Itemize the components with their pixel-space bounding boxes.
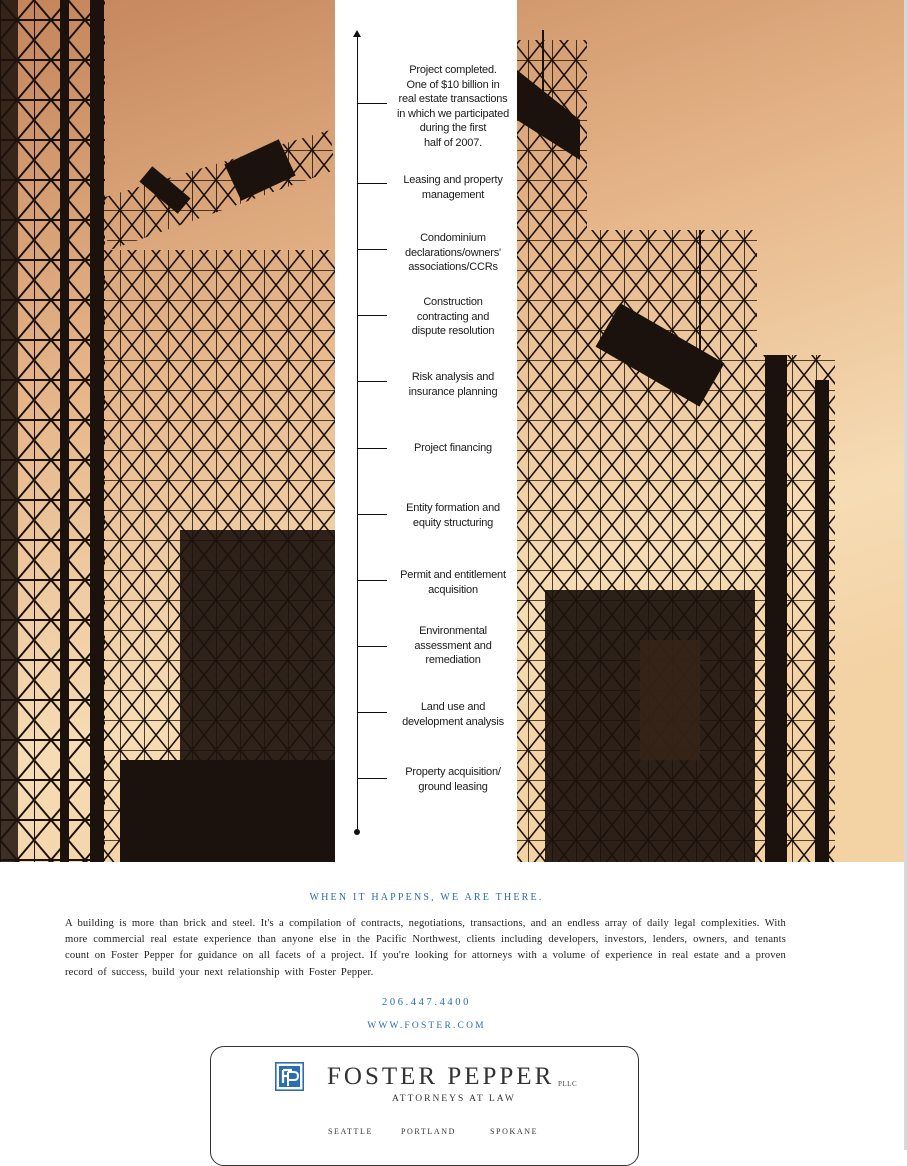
milestone-tick: [357, 183, 387, 184]
milestone-tick: [357, 381, 387, 382]
milestone-tick: [357, 448, 387, 449]
milestone-label: Construction contracting and dispute resolution: [411, 296, 495, 337]
firm-suffix: PLLC: [558, 1080, 578, 1088]
milestone-label: Permit and entitlement acquisition: [400, 569, 506, 596]
milestone-tick: [357, 249, 387, 250]
firm-logo-box: [210, 1046, 639, 1166]
firm-subtitle: ATTORNEYS AT LAW: [392, 1094, 516, 1104]
phone-number: 206.447.4400: [382, 997, 471, 1008]
milestone-label: Land use and development analysis: [402, 701, 504, 728]
website-link[interactable]: WWW.FOSTER.COM: [367, 1021, 486, 1031]
office-portland: PORTLAND: [401, 1127, 456, 1136]
firm-name: FOSTER PEPPER: [327, 1063, 555, 1090]
milestone-tick: [357, 580, 387, 581]
milestone-tick: [357, 514, 387, 515]
office-spokane: SPOKANE: [490, 1127, 539, 1136]
milestone-label: Entity formation and equity structuring: [406, 502, 500, 529]
milestone-label: Leasing and property management: [403, 174, 503, 201]
milestone-label: Risk analysis and insurance planning: [408, 371, 498, 398]
milestone-tick: [357, 646, 387, 647]
milestone-label: Project financing: [414, 442, 492, 454]
fp-monogram-logo: [275, 1062, 304, 1091]
milestone-label: Property acquisition/ ground leasing: [405, 766, 501, 793]
milestone-tick: [357, 103, 387, 104]
milestone-tick: [357, 315, 387, 316]
arrow-up-icon: [353, 30, 361, 37]
milestone-label: Environmental assessment and remediation: [414, 625, 492, 666]
milestone-tick: [357, 778, 387, 779]
office-seattle: SEATTLE: [328, 1127, 373, 1136]
timeline-start-dot: [354, 829, 360, 835]
milestone-label: Project completed. One of $10 billion in real estate transactions in which we participated during the first half of 2007.: [397, 64, 509, 149]
ad-body-text: A building is more than brick and steel. It's a compilation of contracts, negotiations, transactions, and an endless array of daily legal complexities. With more commercial real estate experience than anyone else in the Pacific Northwest, clients including developers, investors, lenders, owners, and tenants count on Foster Pepper for guidance on all facets of a project. If you're looking for attorneys with a volume of experience in real estate and a proven record of success, build your next relationship with Foster Pepper.: [65, 918, 786, 978]
milestone-tick: [357, 712, 387, 713]
ad-tagline: WHEN IT HAPPENS, WE ARE THERE.: [309, 892, 544, 903]
milestone-label: Condominium declarations/owners' associations/CCRs: [405, 232, 501, 273]
